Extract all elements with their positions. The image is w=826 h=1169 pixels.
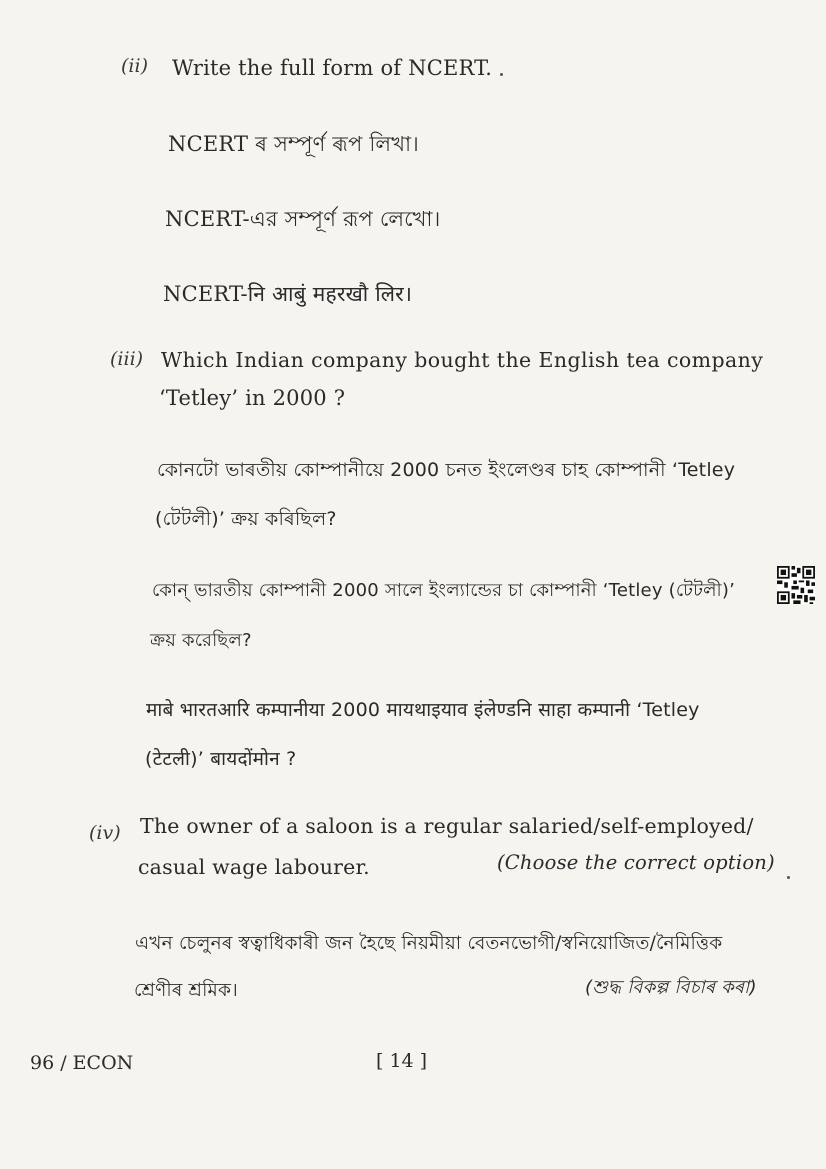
question-text-assamese-line2: (টেটলী)’ ক্ৰয় কৰিছিল? (155, 508, 337, 530)
question-text-english-line1: The owner of a saloon is a regular salaried/self-employed/ (140, 814, 754, 838)
question-number: (ii) (121, 55, 148, 77)
question-text-bengali: NCERT-এর সম্পূর্ণ রূপ লেখো। (165, 207, 441, 231)
scan-speck (500, 73, 503, 76)
question-number: (iii) (110, 348, 144, 370)
question-text-bodo-line1: माबे भारतआरि कम्पानीया 2000 मायथाइयाव इंलेण्डनि साहा कम्पानी ‘Tetley (146, 699, 700, 721)
question-number: (iv) (89, 822, 121, 844)
question-text-assamese-line2: শ্ৰেণীৰ শ্ৰমিক। (134, 980, 238, 1001)
question-text-english-line2: casual wage labourer. (138, 855, 370, 879)
question-text-english-line2: ‘Tetley’ in 2000 ? (159, 386, 346, 410)
question-instruction-assamese: (শুদ্ধ বিকল্প বিচাৰ কৰা) (585, 977, 757, 998)
question-text-bengali-line1: কোন্ ভারতীয় কোম্পানী 2000 সালে ইংল্যান্ডের চা কোম্পানী ‘Tetley (টেটলী)’ (152, 580, 736, 601)
question-text-bengali-line2: ক্রয় করেছিল? (150, 630, 252, 651)
page-number: [ 14 ] (376, 1050, 428, 1072)
question-text-bodo-line2: (टेटली)’ बायदोंमोन ? (145, 748, 297, 770)
question-text-english-line1: Which Indian company bought the English tea company (161, 348, 764, 372)
question-instruction: (Choose the correct option) (497, 851, 775, 874)
question-text-assamese: NCERT ৰ সম্পূৰ্ণ ৰূপ লিখা। (168, 132, 419, 156)
paper-code: 96 / ECON (30, 1052, 134, 1074)
question-text-english: Write the full form of NCERT. (172, 56, 493, 80)
question-text-bodo: NCERT-नि आबुं महरखौ लिर। (163, 282, 413, 306)
qr-code-icon (776, 566, 816, 604)
scan-speck (787, 876, 790, 879)
question-text-assamese-line1: কোনটো ভাৰতীয় কোম্পানীয়ে 2000 চনত ইংলেণ্ডৰ চাহ কোম্পানী ‘Tetley (157, 459, 736, 481)
question-text-assamese-line1: এখন চেলুনৰ স্বত্বাধিকাৰী জন হৈছে নিয়মীয়া বেতনভোগী/স্বনিয়োজিত/নৈমিত্তিক (135, 933, 723, 954)
